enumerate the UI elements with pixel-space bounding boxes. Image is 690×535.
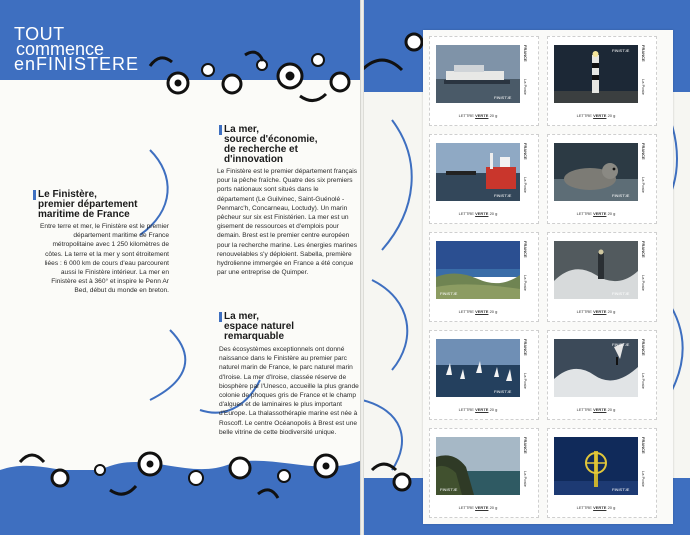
stamp-value-caption [548,309,644,314]
heading-line: d'innovation [224,154,284,165]
stamp-photo [436,241,520,299]
section-heading-economie [219,125,359,165]
stamp-issuer: La Poste [641,471,646,487]
stamp-value-caption [430,211,526,216]
stamp-side-text [523,339,535,399]
stamp-mark: FINIST'Æ [612,48,630,53]
stamp-country: FRANCE [523,339,528,356]
stamp-value-caption [548,211,644,216]
section-text-economie: Le Finistère est le premier département français pour la pêche fraîche. Quatre des six premiers ports nationaux sont situés dans le département (Le Guilvinec, Saint-Guénolé - Penmarc'h, Concarneau, Loctudy). Un marin pêcheur sur six est Finistérien. La mer est un gisement de ressources et d'emplois pour demain. Brest est le premier centre européen pour la recherche marine. Les énergies marines renouvelables s'y déploient. Sabella, première hydrolienne immergée en France a été conçue par une entreprise de Quimper. [217,168,358,277]
stamp-side-text [523,241,535,301]
stamp-country: FRANCE [523,143,528,160]
stamp-ferry [429,36,539,126]
stamp-mark: FINIST'Æ [612,193,630,198]
stamp-photo [554,45,638,103]
caption-prefix: LETTRE [576,505,592,510]
stamp-country: FRANCE [641,437,646,454]
stamp-country: FRANCE [641,143,646,160]
stamp-issuer: La Poste [523,471,528,487]
stamp-issuer: La Poste [641,275,646,291]
stamp-lighthouse [547,36,657,126]
caption-green: VERTE [593,309,607,314]
stamp-country: FRANCE [523,45,528,62]
stamp-issuer: La Poste [641,177,646,193]
caption-green: VERTE [475,505,489,510]
section-heading-finistere [33,190,183,220]
stamp-photo [436,143,520,201]
stamp-tidal-turbine [547,428,657,518]
caption-prefix: LETTRE [458,505,474,510]
caption-prefix: LETTRE [576,211,592,216]
title-line-2: commence [16,39,105,59]
stamp-trawler [429,134,539,224]
caption-weight: 20 g [607,505,616,510]
stamp-photo [554,339,638,397]
heading-line: espace naturel [224,321,295,332]
stamp-side-text [523,45,535,105]
stamp-mark: FINIST'Æ [494,95,512,100]
heading-line: Le Finistère, [38,189,97,200]
caption-weight: 20 g [489,211,498,216]
stamp-issuer: La Poste [641,79,646,95]
caption-weight: 20 g [489,113,498,118]
heading-line: source d'économie, [224,134,318,145]
stamp-mark: FINIST'Æ [440,487,458,492]
caption-prefix: LETTRE [576,407,592,412]
section-text-espace-naturel: Des écosystèmes exceptionnels ont donné naissance dans le Finistère au premier parc naturel marin de France, le parc naturel marin d'Iroise. La mer d'Iroise, classée réserve de biosphère par l'Unesco, accueille la plus grande colonie de phoques gris de France et le champ d'algues et de laminaires le plus important d'Europe. La thalassothérapie marine est née à Roscoff. Le centre Océanopolis à Brest est une belle vitrine de cette biodiversité unique. [219,346,359,436]
stamp-country: FRANCE [641,339,646,356]
stamp-side-text [523,143,535,203]
stamp-issuer: La Poste [523,275,528,291]
stamp-dunes [429,232,539,322]
stamp-mark: FINIST'Æ [494,389,512,394]
section-heading-espace-naturel [219,312,359,342]
caption-green: VERTE [593,505,607,510]
stamp-country: FRANCE [641,241,646,258]
stamp-seal [547,134,657,224]
stamp-issuer: La Poste [523,79,528,95]
title-line-1: TOUT [14,24,65,44]
caption-weight: 20 g [489,505,498,510]
stamp-photo [436,339,520,397]
caption-weight: 20 g [607,407,616,412]
stamp-mark: FINIST'Æ [612,342,630,347]
caption-green: VERTE [593,407,607,412]
stamp-value-caption [548,407,644,412]
title-line-3: enFINISTERE [14,54,140,74]
heading-line: maritime de France [38,209,130,220]
caption-prefix: LETTRE [576,113,592,118]
stamp-storm-lighthouse [547,232,657,322]
stamp-side-text [641,339,653,399]
caption-weight: 20 g [607,211,616,216]
stamp-photo [436,45,520,103]
section-text-finistere: Entre terre et mer, le Finistère est le premier département maritime de France métropolitaine avec 1 250 kilomètres de côtes. La terre et la mer y sont étroitement liées : 6 000 km de cours d'eau parcourent aussi le Finistère intérieur. La mer en Finistère est à 360° et inspire le Penn Ar Bed, début du monde en breton. [40,223,169,295]
heading-marker-icon [219,125,222,135]
stamp-mark: FINIST'Æ [612,487,630,492]
stamp-photo [554,437,638,495]
stamp-value-caption [548,505,644,510]
heading-line: La mer, [224,311,260,322]
stamp-issuer: La Poste [641,373,646,389]
stamp-sheet [423,30,673,524]
stamp-issuer: La Poste [523,177,528,193]
stamp-value-caption [430,113,526,118]
caption-prefix: LETTRE [576,309,592,314]
caption-weight: 20 g [489,407,498,412]
stamp-mark: FINIST'Æ [440,291,458,296]
stamp-value-caption [548,113,644,118]
stamp-value-caption [430,407,526,412]
caption-green: VERTE [475,113,489,118]
stamp-mark: FINIST'Æ [494,193,512,198]
caption-prefix: LETTRE [458,211,474,216]
stamp-photo [554,241,638,299]
caption-weight: 20 g [607,113,616,118]
stamp-windsurf [547,330,657,420]
stamp-side-text [641,241,653,301]
heading-line: de recherche et [224,144,298,155]
caption-prefix: LETTRE [458,407,474,412]
stamp-side-text [641,45,653,105]
stamp-side-text [641,437,653,497]
stamp-country: FRANCE [523,437,528,454]
booklet-fold [360,0,364,535]
stamp-value-caption [430,505,526,510]
stamp-country: FRANCE [641,45,646,62]
stamp-photo [554,143,638,201]
heading-line: La mer, [224,124,260,135]
caption-green: VERTE [475,309,489,314]
caption-green: VERTE [593,113,607,118]
heading-line: premier département [38,199,138,210]
caption-prefix: LETTRE [458,309,474,314]
caption-green: VERTE [475,407,489,412]
caption-weight: 20 g [489,309,498,314]
heading-marker-icon [219,312,222,322]
booklet-title [14,24,140,74]
caption-weight: 20 g [607,309,616,314]
stamp-value-caption [430,309,526,314]
stamp-side-text [641,143,653,203]
caption-green: VERTE [593,211,607,216]
stamp-side-text [523,437,535,497]
caption-green: VERTE [475,211,489,216]
heading-marker-icon [33,190,36,200]
stamp-regatta [429,330,539,420]
stamp-issuer: La Poste [523,373,528,389]
stamp-country: FRANCE [523,241,528,258]
caption-prefix: LETTRE [458,113,474,118]
stamp-photo [436,437,520,495]
stamp-mark: FINIST'Æ [612,291,630,296]
heading-line: remarquable [224,331,285,342]
stamp-cliffs [429,428,539,518]
